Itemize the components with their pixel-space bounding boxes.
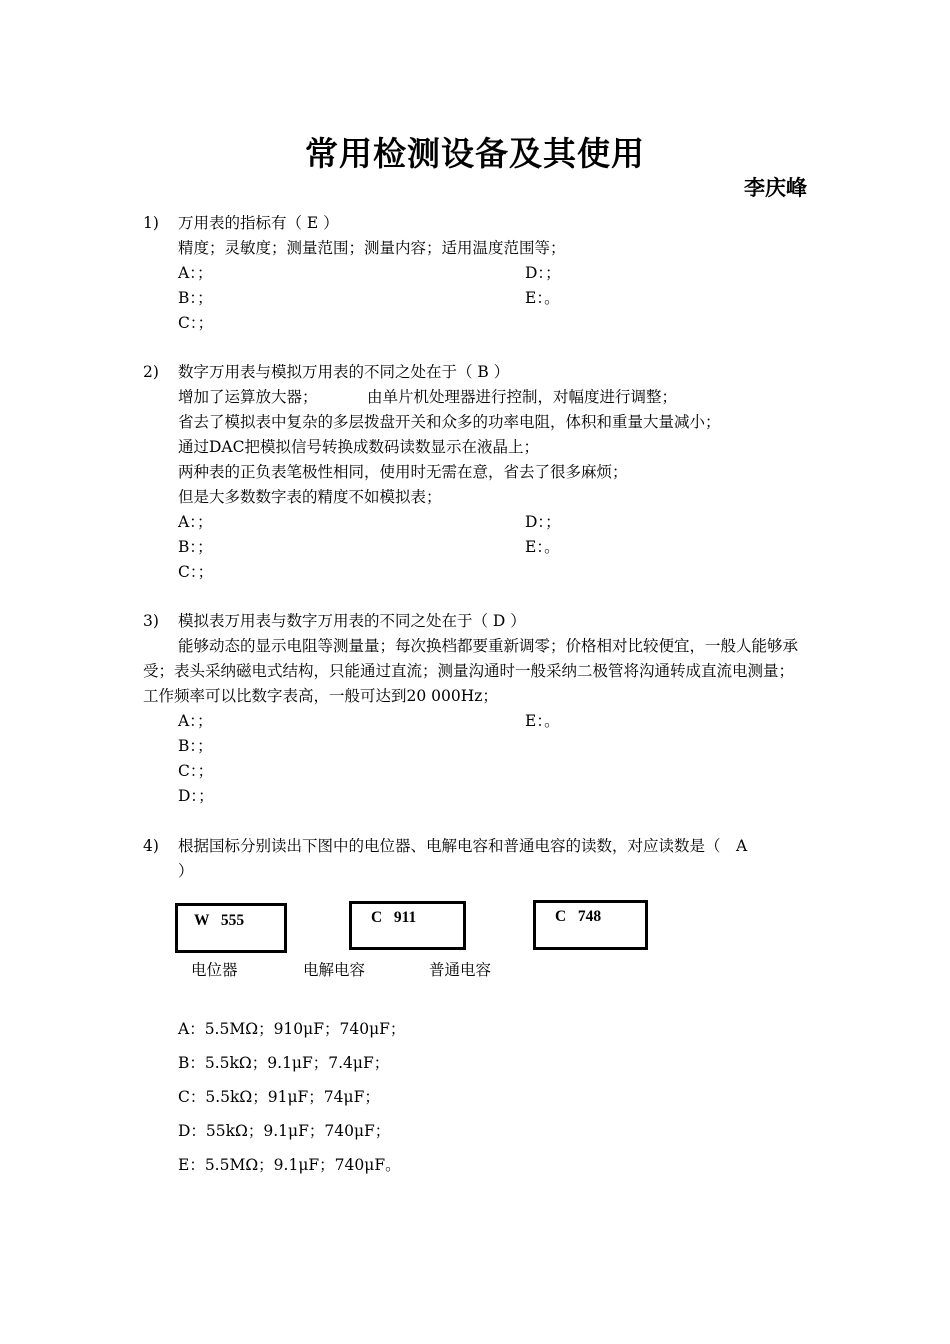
q3-option-a: A：； <box>178 712 213 730</box>
q1-stem: 万用表的指标有（ E ） <box>178 214 339 232</box>
q2-stem: 数字万用表与模拟万用表的不同之处在于（ B ） <box>178 363 510 381</box>
ordinary-capacitor-marking-box <box>533 900 648 950</box>
q2-line-3: 通过DAC把模拟信号转换成数码读数显示在液晶上； <box>178 438 539 456</box>
q2-option-b: B：； <box>178 538 213 556</box>
q4-option-b: B：5.5kΩ；9.1μF；7.4μF； <box>178 1054 390 1072</box>
ordinary-capacitor-marking: C 748 <box>555 908 602 925</box>
q3-number: 3) <box>143 612 159 630</box>
q4-option-e: E：5.5MΩ；9.1μF；740μF。 <box>178 1156 401 1174</box>
q4-number: 4) <box>143 837 159 855</box>
q3-option-d: D：； <box>178 787 214 805</box>
q4-option-c: C：5.5kΩ；91μF；74μF； <box>178 1088 380 1106</box>
author-name: 李庆峰 <box>744 176 807 200</box>
potentiometer-marking: W 555 <box>194 912 245 929</box>
q2-option-a: A：； <box>178 513 213 531</box>
q1-option-b: B：； <box>178 289 213 307</box>
electrolytic-capacitor-marking-box <box>349 901 466 950</box>
caption-ordinary-capacitor: 普通电容 <box>429 961 492 979</box>
q3-stem: 模拟表万用表与数字万用表的不同之处在于（ D ） <box>178 612 526 630</box>
q1-option-d: D：； <box>525 264 561 282</box>
q4-stem-close: ） <box>178 862 194 880</box>
electrolytic-capacitor-marking: C 911 <box>371 909 417 926</box>
q2-line-2: 省去了模拟表中复杂的多层拨盘开关和众多的功率电阻，体积和重量大量减小； <box>178 413 721 431</box>
caption-potentiometer: 电位器 <box>191 961 238 979</box>
q2-line-1: 增加了运算放大器； <box>178 388 318 406</box>
q2-number: 2) <box>143 363 159 381</box>
q1-option-c: C：； <box>178 314 214 332</box>
q2-option-e: E：。 <box>525 538 560 556</box>
q4-option-d: D：55kΩ；9.1μF；740μF； <box>178 1122 391 1140</box>
q3-option-c: C：； <box>178 762 214 780</box>
q3-paragraph: 能够动态的显示电阻等测量量；每次换档都要重新调零；价格相对比较便宜，一般人能够承受；表头采纳磁电式结构，只能通过直流；测量沟通时一般采纳二极管将沟通转成直流电测量；工作频率可以比数字表高，一般可达到20 000Hz； <box>143 637 799 705</box>
q2-option-d: D：； <box>525 513 561 531</box>
q2-line-1b: 由单片机处理器进行控制，对幅度进行调整； <box>367 388 678 406</box>
page-title: 常用检测设备及其使用 <box>305 134 645 173</box>
caption-electrolytic-capacitor: 电解电容 <box>303 961 366 979</box>
q3-option-e: E：。 <box>525 712 560 730</box>
q1-option-a: A：； <box>178 264 213 282</box>
q2-option-c: C：； <box>178 563 214 581</box>
q4-stem: 根据国标分别读出下图中的电位器、电解电容和普通电容的读数，对应读数是（ A <box>178 837 748 855</box>
q1-option-e: E：。 <box>525 289 560 307</box>
q1-items: 精度；灵敏度；测量范围；测量内容；适用温度范围等； <box>178 239 566 257</box>
q3-option-b: B：； <box>178 737 213 755</box>
q2-line-4: 两种表的正负表笔极性相同，使用时无需在意，省去了很多麻烦； <box>178 463 628 481</box>
q4-option-a: A：5.5MΩ；910μF；740μF； <box>178 1020 406 1038</box>
q1-number: 1) <box>143 214 159 232</box>
potentiometer-marking-box <box>175 903 287 953</box>
q2-line-5: 但是大多数数字表的精度不如模拟表； <box>178 488 442 506</box>
